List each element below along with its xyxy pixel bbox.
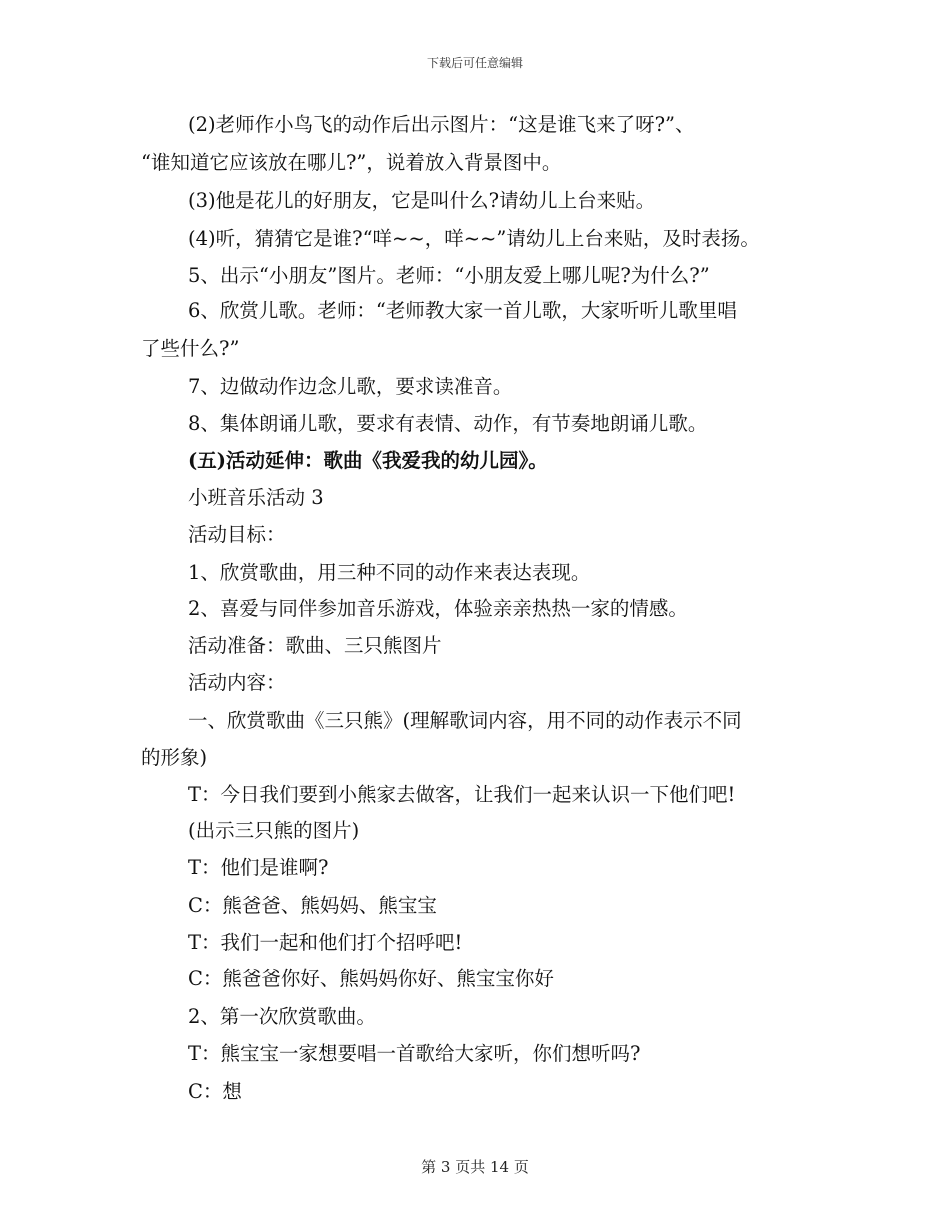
text-line: C：熊爸爸你好、熊妈妈你好、熊宝宝你好	[188, 967, 554, 990]
text-line: 活动目标：	[188, 523, 286, 546]
text-line: C：熊爸爸、熊妈妈、熊宝宝	[188, 894, 437, 917]
page-footer: 第 3 页共 14 页	[421, 1158, 529, 1176]
text-line: (2)老师作小鸟飞的动作后出示图片：“这是谁飞来了呀?”、	[188, 113, 695, 136]
text-line: C：想	[188, 1080, 242, 1103]
text-line: 的形象)	[141, 746, 208, 769]
text-line: 一、欣赏歌曲《三只熊》(理解歌词内容，用不同的动作表示不同	[188, 709, 742, 732]
page-header: 下载后可任意编辑	[426, 56, 523, 70]
text-line: 了些什么?”	[141, 337, 240, 360]
activity-title: 小班音乐活动 3	[188, 486, 324, 509]
text-line: (3)他是花儿的好朋友，它是叫什么?请幼儿上台来贴。	[188, 189, 656, 212]
text-line: 8、集体朗诵儿歌，要求有表情、动作，有节奏地朗诵儿歌。	[188, 412, 708, 435]
text-line: T：他们是谁啊?	[188, 856, 329, 879]
text-line: T：今日我们要到小熊家去做客，让我们一起来认识一下他们吧!	[188, 783, 736, 806]
text-line: 5、出示“小朋友”图片。老师：“小朋友爱上哪儿呢?为什么?”	[188, 264, 710, 287]
text-line: “谁知道它应该放在哪儿?”，说着放入背景图中。	[141, 151, 562, 174]
text-line: (4)听，猜猜它是谁?“咩~~，咩~~”请幼儿上台来贴，及时表扬。	[188, 227, 760, 250]
text-line: 活动内容：	[188, 671, 286, 694]
text-line: 7、边做动作边念儿歌，要求读准音。	[188, 375, 513, 398]
section-heading: (五)活动延伸：歌曲《我爱我的幼儿园》。	[188, 449, 548, 472]
text-line: (出示三只熊的图片)	[188, 819, 360, 842]
text-line: 6、欣赏儿歌。老师：“老师教大家一首儿歌，大家听听儿歌里唱	[188, 299, 737, 322]
text-line: 活动准备：歌曲、三只熊图片	[188, 634, 442, 657]
text-line: T：我们一起和他们打个招呼吧!	[188, 931, 463, 954]
text-line: 2、第一次欣赏歌曲。	[188, 1005, 376, 1028]
text-line: 2、喜爱与同伴参加音乐游戏，体验亲亲热热一家的情感。	[188, 597, 688, 620]
text-line: T：熊宝宝一家想要唱一首歌给大家听，你们想听吗?	[188, 1042, 641, 1065]
text-line: 1、欣赏歌曲，用三种不同的动作来表达表现。	[188, 561, 591, 584]
